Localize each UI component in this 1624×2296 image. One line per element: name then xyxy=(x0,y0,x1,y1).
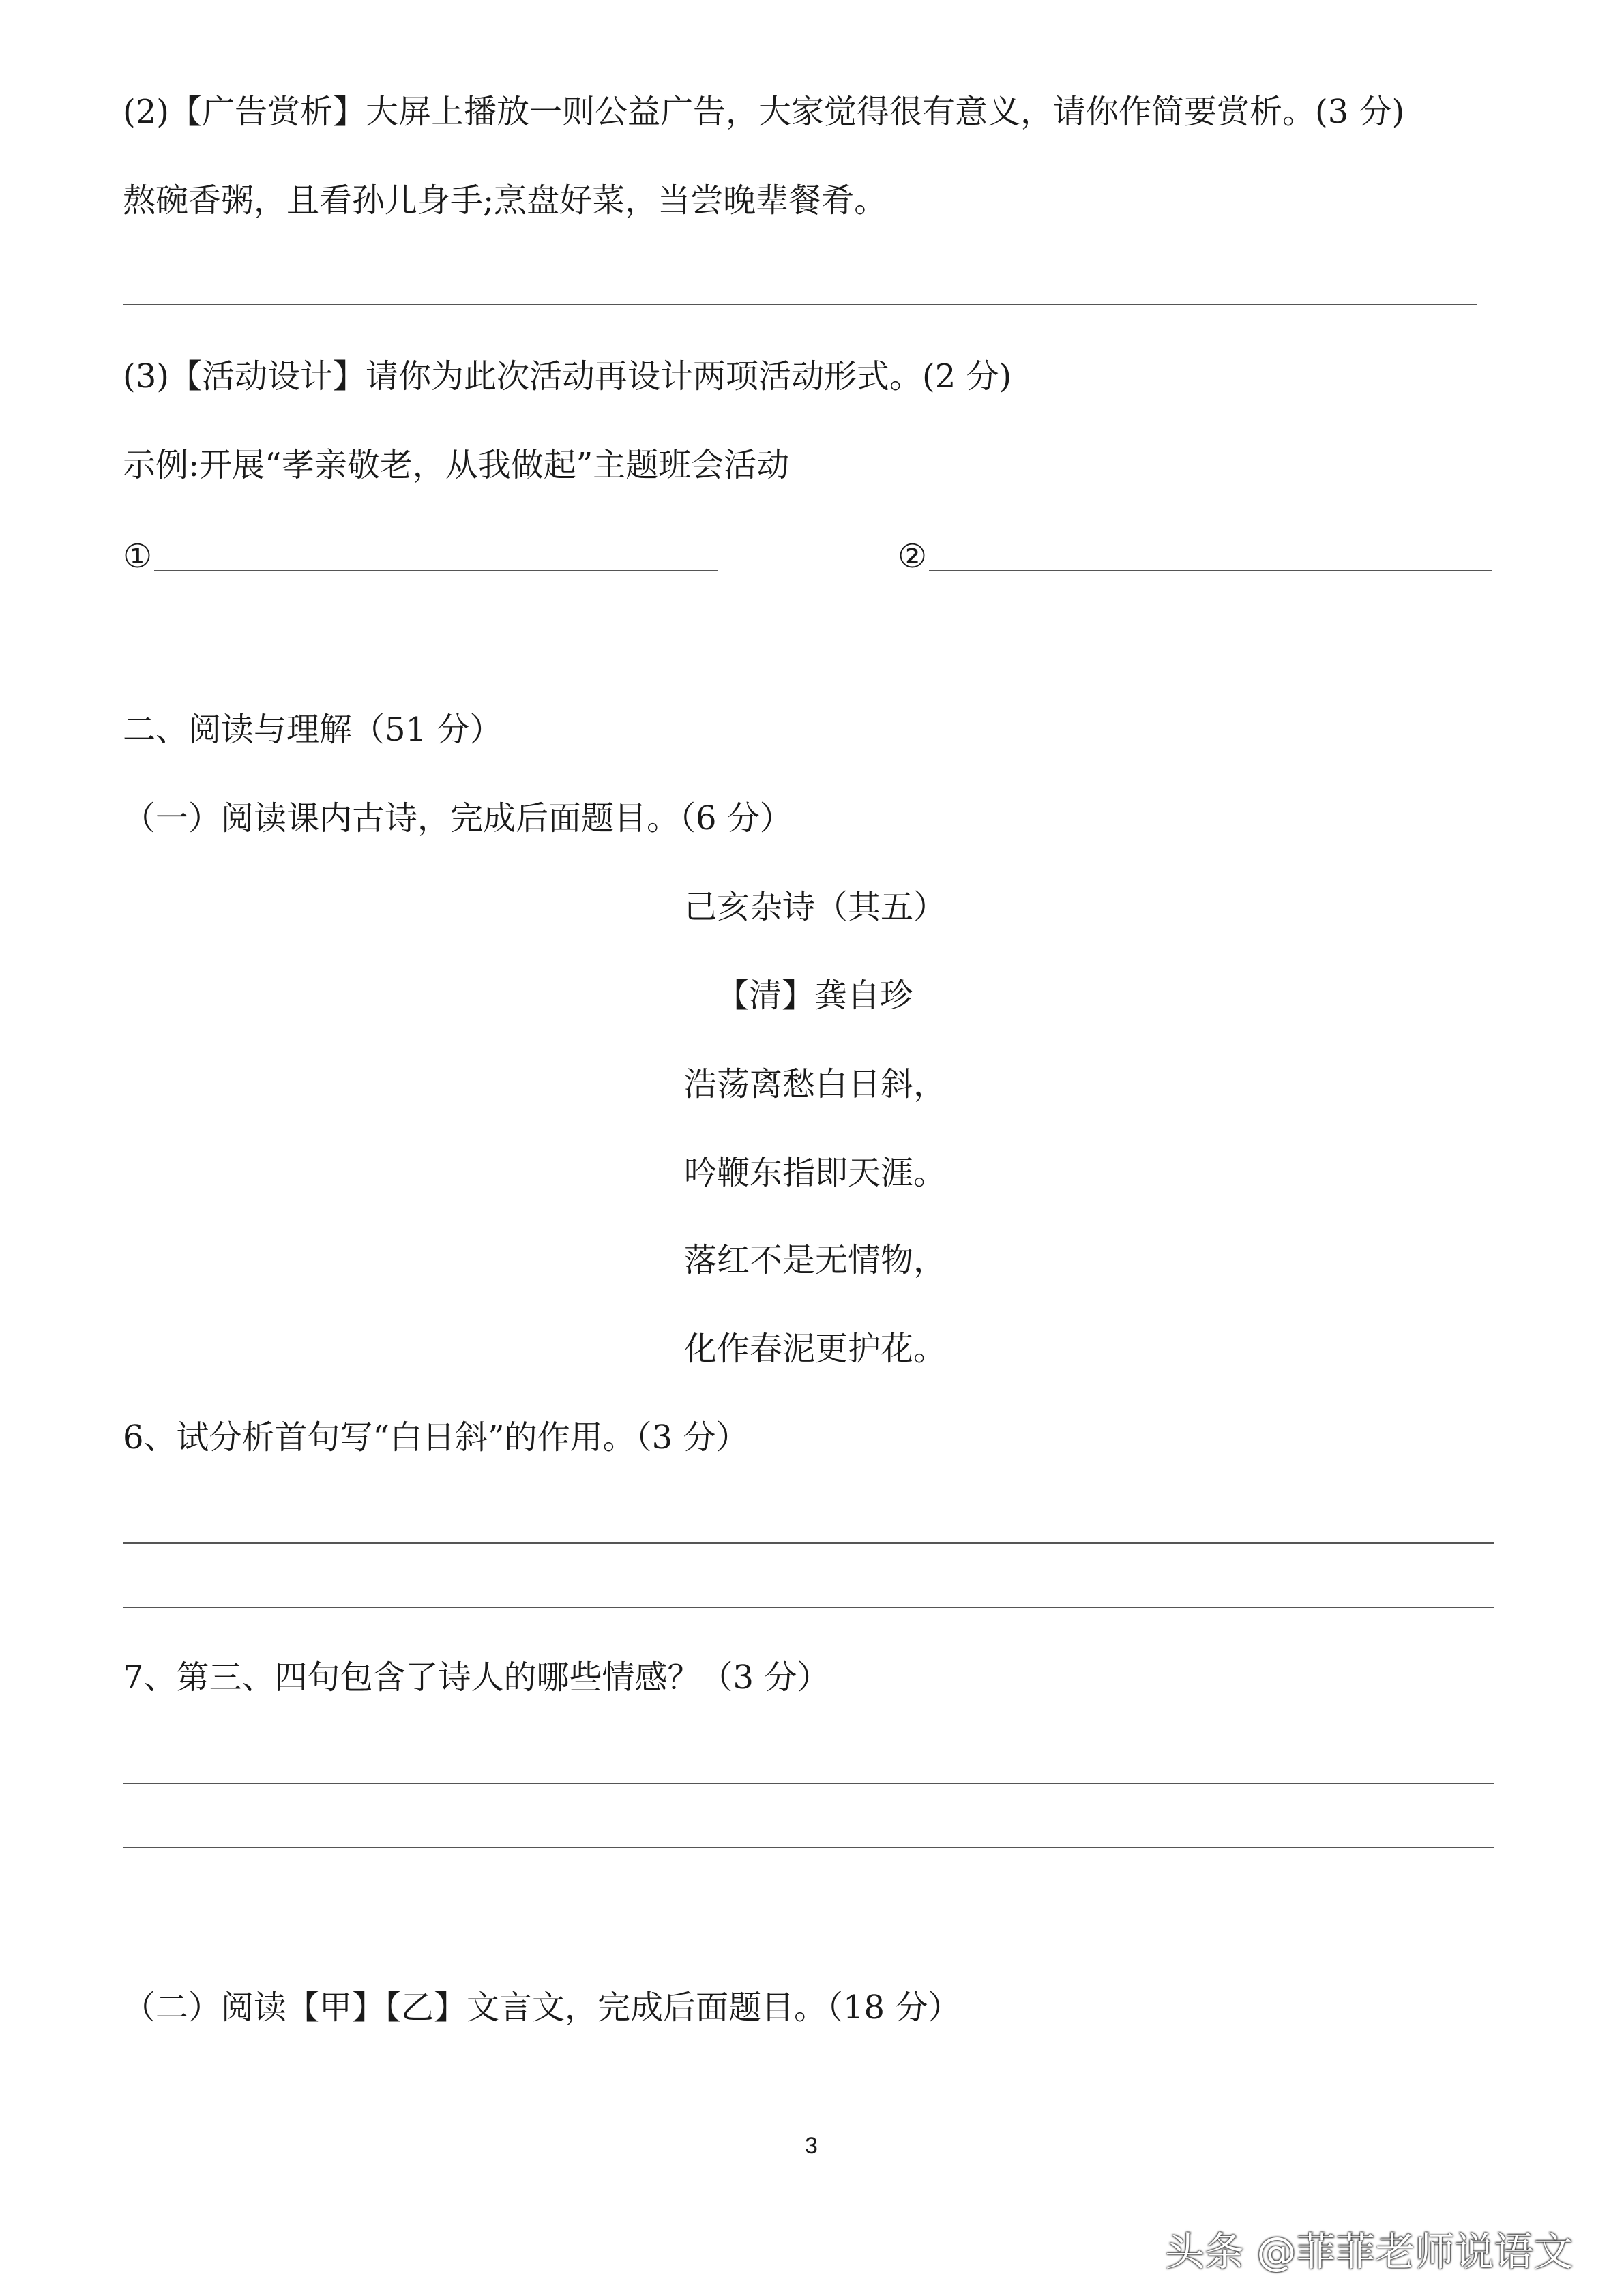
poem-title: 己亥杂诗（其五） xyxy=(684,888,947,926)
watermark: 头条 @菲菲老师说语文 xyxy=(1165,2228,1574,2275)
part2-title: （二）阅读【甲】【乙】文言文，完成后面题目。（18 分） xyxy=(123,1988,961,2027)
poem-line-2: 吟鞭东指即天涯。 xyxy=(684,1154,947,1192)
blank1-line xyxy=(154,570,718,571)
blank1-label: ① xyxy=(123,537,153,576)
answer-line xyxy=(123,304,1477,305)
page-number: 3 xyxy=(805,2133,818,2159)
poem-author: 【清】龚自珍 xyxy=(716,976,913,1015)
poem-line-4: 化作春泥更护花。 xyxy=(684,1330,947,1368)
section2-title: 二、阅读与理解（51 分） xyxy=(123,711,503,749)
q6-prompt: 6、试分析首句写“白日斜”的作用。（3 分） xyxy=(123,1418,749,1457)
part1-title: （一）阅读课内古诗，完成后面题目。（6 分） xyxy=(123,799,793,837)
answer-line xyxy=(123,1607,1494,1608)
answer-line xyxy=(123,1542,1494,1544)
q2-ad-text: 熬碗香粥，且看孙儿身手;烹盘好菜，当尝晚辈餐肴。 xyxy=(123,181,887,220)
poem-line-1: 浩荡离愁白日斜， xyxy=(684,1065,947,1103)
q3-example: 示例:开展“孝亲敬老，从我做起”主题班会活动 xyxy=(123,446,790,484)
q3-prompt: (3)【活动设计】请你为此次活动再设计两项活动形式。(2 分) xyxy=(123,357,1012,396)
q2-prompt: (2)【广告赏析】大屏上播放一则公益广告，大家觉得很有意义，请你作简要赏析。(3 分) xyxy=(123,93,1405,131)
poem-line-3: 落红不是无情物， xyxy=(684,1241,947,1279)
answer-line xyxy=(123,1783,1494,1784)
q7-prompt: 7、第三、四句包含了诗人的哪些情感？（3 分） xyxy=(123,1658,830,1697)
answer-line xyxy=(123,1847,1494,1848)
blank2-line xyxy=(929,570,1492,571)
blank2-label: ② xyxy=(898,537,928,576)
